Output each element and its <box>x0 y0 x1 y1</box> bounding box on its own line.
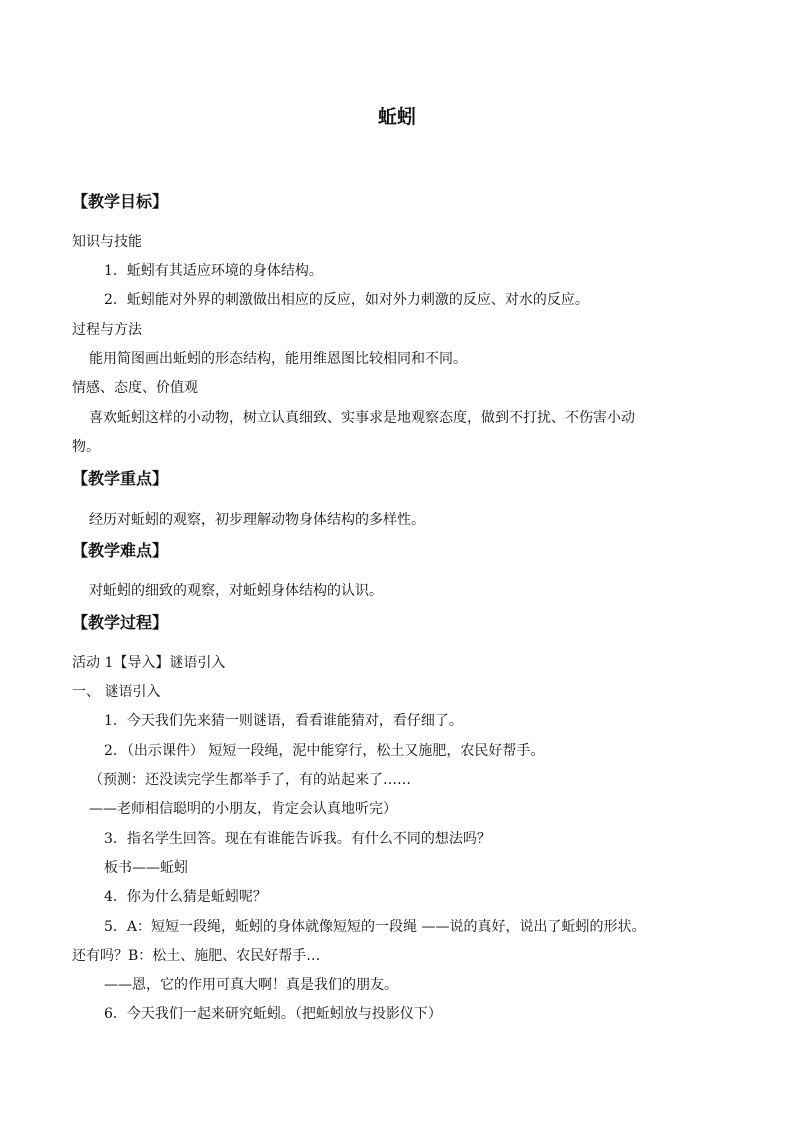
riddle-subheading: 一、 谜语引入 <box>72 684 161 700</box>
process-line-2: 2．（出示课件） 短短一段绳，泥中能穿行，松土又施肥，农民好帮手。 <box>104 743 545 759</box>
process-line-4: ——老师相信聪明的小朋友，肯定会认真地听完） <box>89 801 397 817</box>
process-line-11: 6．今天我们一起来研究蚯蚓。（把蚯蚓放与投影仪下） <box>104 1006 442 1022</box>
process-line-1: 1．今天我们先来猜一则谜语，看看谁能猜对，看仔细了。 <box>104 713 463 729</box>
process-line-3: （预测：还没读完学生都举手了，有的站起来了…… <box>89 772 411 788</box>
knowledge-item-1: 1．蚯蚓有其适应环境的身体结构。 <box>104 263 323 279</box>
key-points-text: 经历对蚯蚓的观察，初步理解动物身体结构的多样性。 <box>89 512 425 528</box>
process-text: 能用简图画出蚯蚓的形态结构，能用维恩图比较相同和不同。 <box>89 351 467 367</box>
emotion-text-line-2: 物。 <box>72 439 100 455</box>
process-line-7: 4．你为什么猜是蚯蚓呢？ <box>104 889 267 905</box>
emotion-label: 情感、态度、价值观 <box>72 380 198 396</box>
emotion-text-line-1: 喜欢蚯蚓这样的小动物，树立认真细致、实事求是地观察态度，做到不打扰、不伤害小动 <box>89 410 635 426</box>
difficulties-text: 对蚯蚓的细致的观察，对蚯蚓身体结构的认识。 <box>89 583 383 599</box>
process-line-9: 还有吗？B：松土、施肥、农民好帮手… <box>72 948 321 964</box>
difficulties-heading: 【教学难点】 <box>72 541 169 560</box>
document-title: 蚯蚓 <box>377 106 416 128</box>
process-line-10: ——恩，它的作用可真大啊！真是我们的朋友。 <box>104 977 398 993</box>
key-points-heading: 【教学重点】 <box>72 469 169 488</box>
process-line-6: 板书——蚯蚓 <box>104 860 188 876</box>
process-line-8: 5．A：短短一段绳，蚯蚓的身体就像短短的一段绳 ——说的真好，说出了蚯蚓的形状。 <box>104 919 646 935</box>
process-line-5: 3．指名学生回答。现在有谁能告诉我。有什么不同的想法吗？ <box>104 831 491 847</box>
process-heading: 【教学过程】 <box>72 613 169 632</box>
knowledge-label: 知识与技能 <box>72 234 142 250</box>
goals-heading: 【教学目标】 <box>72 192 169 211</box>
activity-title: 活动 1【导入】谜语引入 <box>72 655 226 671</box>
process-label: 过程与方法 <box>72 322 142 338</box>
knowledge-item-2: 2．蚯蚓能对外界的刺激做出相应的反应，如对外力刺激的反应、对水的反应。 <box>104 292 589 308</box>
